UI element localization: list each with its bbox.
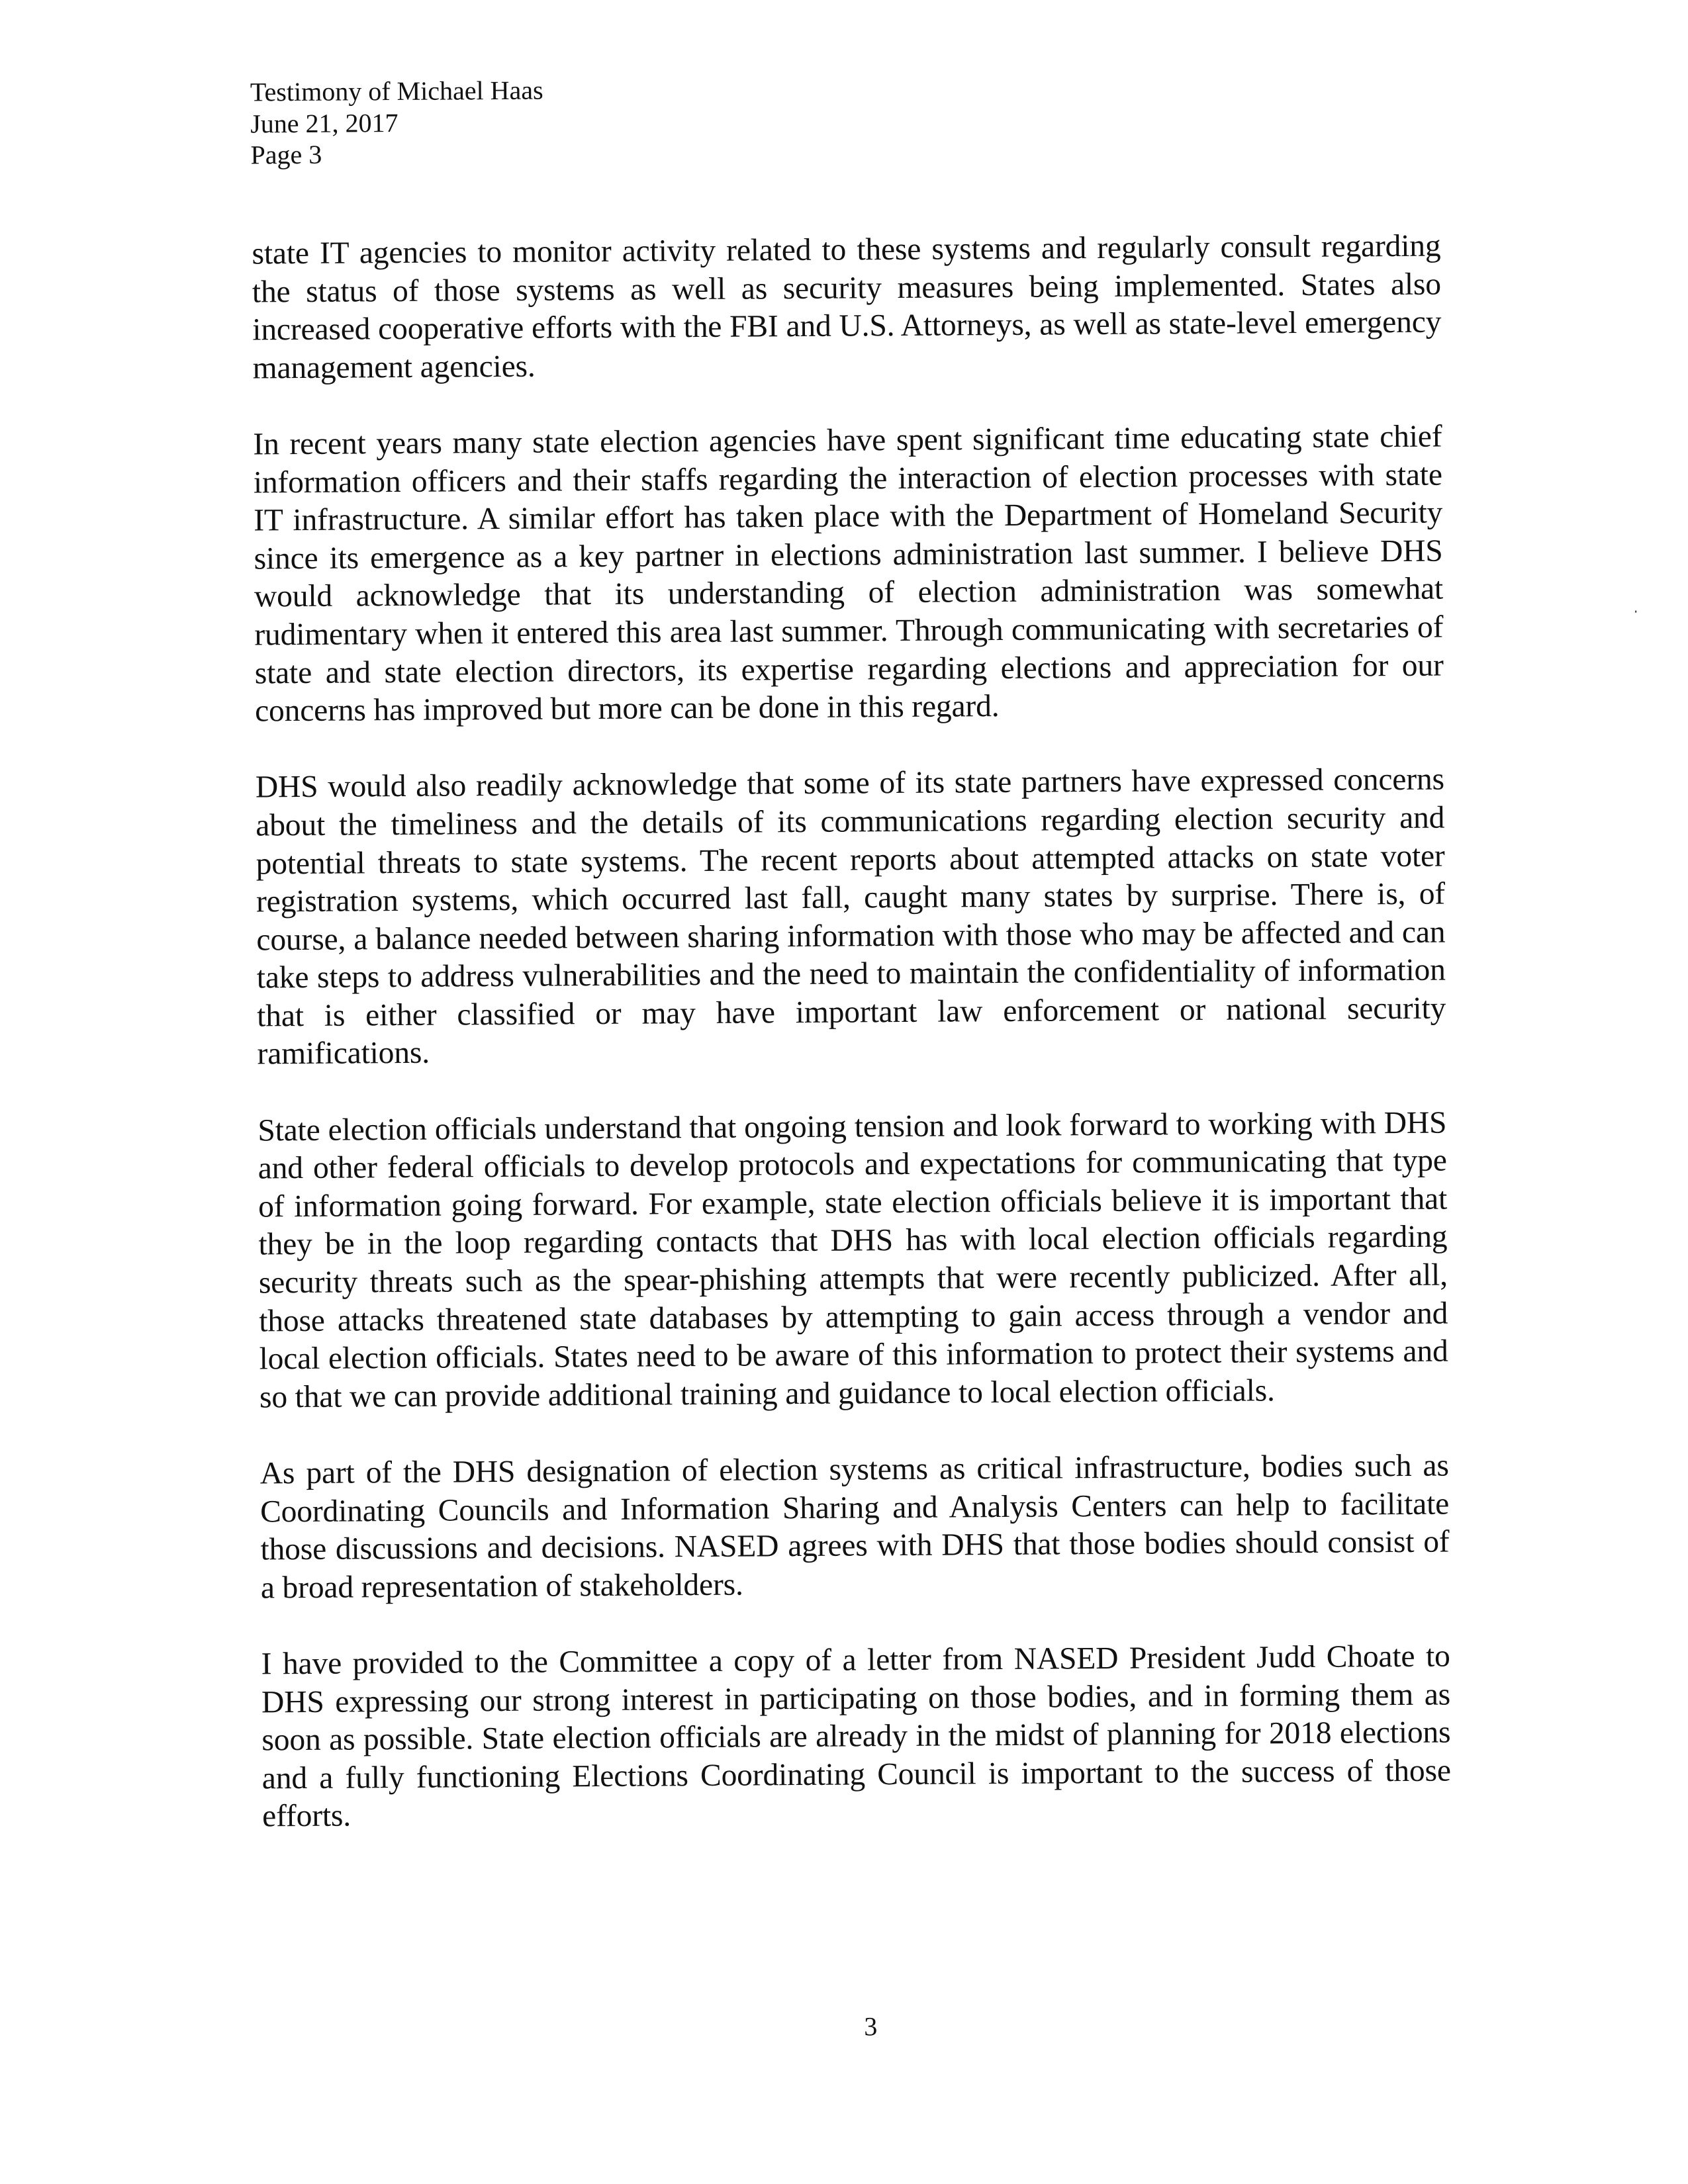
document-body [252, 228, 1451, 1837]
paragraph-6: I have provided to the Committee a copy of a letter from NASED President Judd Choate to DHS expressing our strong interest in participating on those bodies, and in forming them as soon as possible. State election officials are already in the midst of planning for 2018 elections and a fully functioning Elections Coordinating Council is important to the success of those efforts. [261, 1639, 1451, 1834]
page-number: 3 [864, 2011, 878, 2042]
paragraph-4: State election officials understand that ongoing tension and look forward to working with DHS and other federal officials to develop protocols and expectations for communicating that type of information going forward. For example, state election officials believe it is important that they be in the loop regarding contacts that DHS has with local election officials regarding security threats such as the spear-phishing attempts that were recently publicized. After all, those attacks threatened state databases by attempting to gain access through a vendor and local election officials. States need to be aware of this information to protect their systems and so that we can provide additional training and guidance to local election officials. [258, 1105, 1448, 1415]
header-date: June 21, 2017 [250, 107, 399, 138]
header-title: Testimony of Michael Haas [250, 75, 543, 107]
paragraph-2: In recent years many state election agencies have spent significant time educating state chief information officers and their staffs regarding the interaction of election processes with state IT infrastructure. A similar effort has taken place with the Department of Homeland Security since its emergence as a key partner in elections administration last summer. I believe DHS would acknowledge that its understanding of election administration was somewhat rudimentary when it entered this area last summer. Through communicating with secretaries of state and state election directors, its expertise regarding elections and appreciation for our concerns has improved but more can be done in this regard. [253, 419, 1444, 729]
page-header [250, 75, 544, 171]
scan-speck [1635, 611, 1636, 613]
header-page-label: Page 3 [250, 139, 322, 170]
paragraph-1: state IT agencies to monitor activity related to these systems and regularly consult regarding the status of those systems as well as security measures being implemented. States also increased cooperative efforts with the FBI and U.S. Attorneys, as well as state-level emergency management agencies. [252, 228, 1442, 386]
paragraph-3: DHS would also readily acknowledge that some of its state partners have expressed concerns about the timeliness and the details of its communications regarding election security and potential threats to state systems. The recent reports about attempted attacks on state voter registration systems, which occurred last fall, caught many states by surprise. There is, of course, a balance needed between sharing information with those who may be affected and can take steps to address vulnerabilities and the need to maintain the confidentiality of information that is either classified or may have important law enforcement or national security ramifications. [255, 762, 1446, 1071]
paragraph-5: As part of the DHS designation of election systems as critical infrastructure, bodies such as Coordinating Councils and Information Sharing and Analysis Centers can help to facilitate those discussions and decisions. NASED agrees with DHS that those bodies should consist of a broad representation of stakeholders. [259, 1448, 1450, 1606]
